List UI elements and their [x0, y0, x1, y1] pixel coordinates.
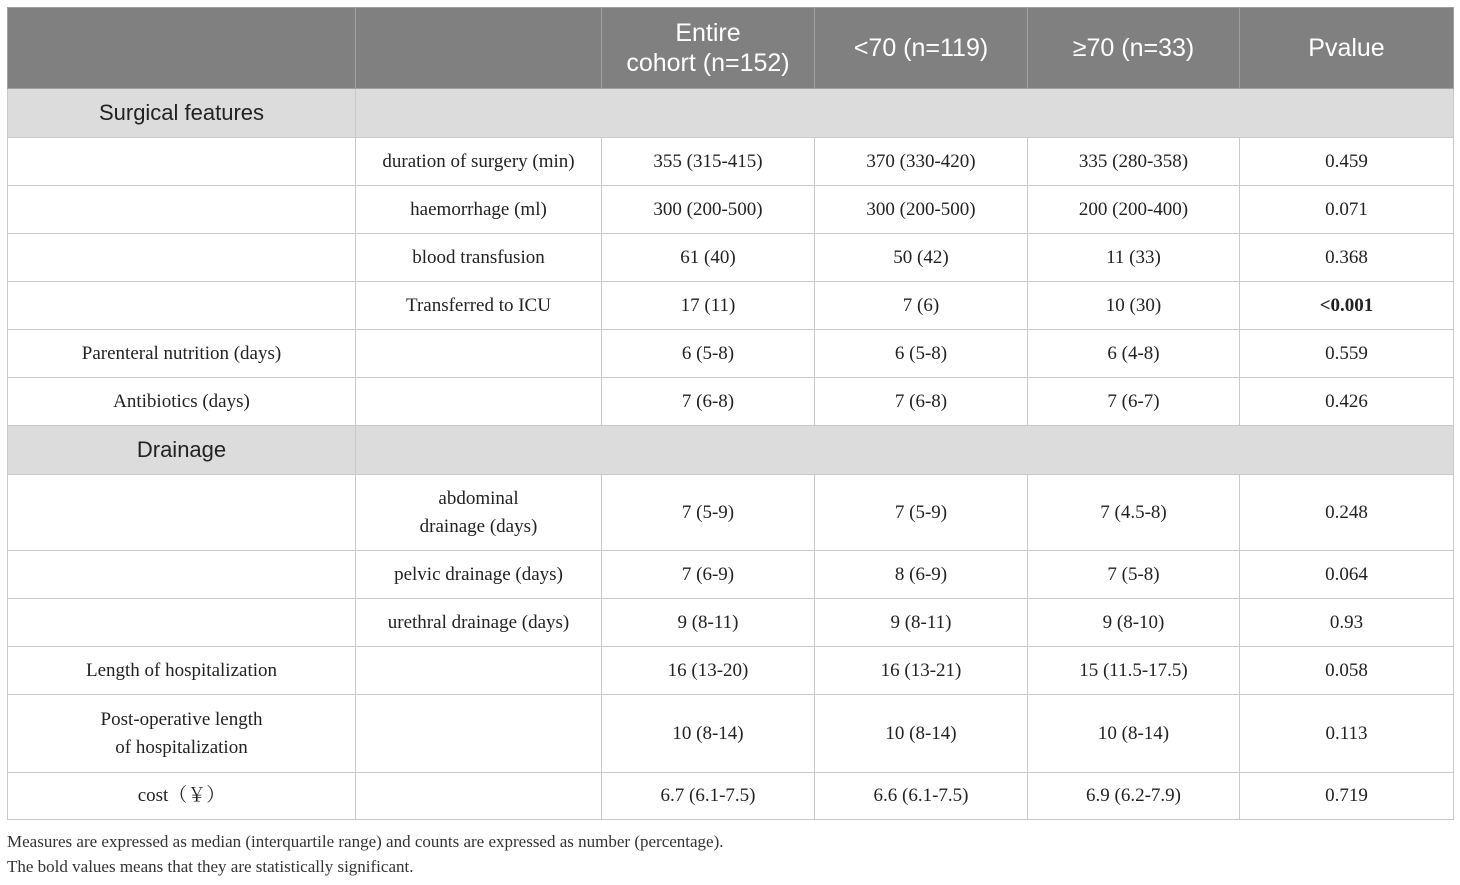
- cell-entire: 300 (200-500): [602, 186, 815, 234]
- cell-pvalue: 0.064: [1240, 551, 1454, 599]
- row-label: Parenteral nutrition (days): [8, 330, 356, 378]
- col-header-sublabel: [356, 8, 602, 89]
- row-sublabel: [356, 330, 602, 378]
- row-sublabel: pelvic drainage (days): [356, 551, 602, 599]
- col-header-70-and-over: ≥70 (n=33): [1028, 8, 1240, 89]
- cell-entire: 61 (40): [602, 234, 815, 282]
- cell-pvalue: 0.368: [1240, 234, 1454, 282]
- row-sublabel: blood transfusion: [356, 234, 602, 282]
- cell-ge70: 200 (200-400): [1028, 186, 1240, 234]
- cell-entire: 7 (6-8): [602, 378, 815, 426]
- table-row: [8, 551, 1454, 599]
- cell-entire: 10 (8-14): [602, 695, 815, 773]
- col-header-pvalue: Pvalue: [1240, 8, 1454, 89]
- row-sublabel: [356, 695, 602, 773]
- row-label: Post-operative length of hospitalization: [8, 695, 356, 773]
- cell-lt70: 10 (8-14): [815, 695, 1028, 773]
- row-label: [8, 282, 356, 330]
- cell-lt70: 6.6 (6.1-7.5): [815, 773, 1028, 820]
- cell-pvalue: 0.93: [1240, 599, 1454, 647]
- cell-ge70: 11 (33): [1028, 234, 1240, 282]
- cell-ge70: 335 (280-358): [1028, 138, 1240, 186]
- cell-ge70: 15 (11.5-17.5): [1028, 647, 1240, 695]
- data-table: [7, 7, 1454, 820]
- table-row: [8, 186, 1454, 234]
- row-sublabel: haemorrhage (ml): [356, 186, 602, 234]
- cell-entire: 7 (5-9): [602, 475, 815, 551]
- table-row: [8, 378, 1454, 426]
- table-row: [8, 599, 1454, 647]
- cell-pvalue: 0.459: [1240, 138, 1454, 186]
- row-label: [8, 599, 356, 647]
- cell-entire: 7 (6-9): [602, 551, 815, 599]
- section-title: Drainage: [8, 426, 356, 475]
- cell-entire: 9 (8-11): [602, 599, 815, 647]
- row-label: Antibiotics (days): [8, 378, 356, 426]
- cell-ge70: 7 (4.5-8): [1028, 475, 1240, 551]
- cell-pvalue: 0.559: [1240, 330, 1454, 378]
- cell-pvalue: 0.719: [1240, 773, 1454, 820]
- cell-ge70: 6 (4-8): [1028, 330, 1240, 378]
- table-row: [8, 330, 1454, 378]
- row-sublabel: [356, 773, 602, 820]
- row-label: cost（￥）: [8, 773, 356, 820]
- section-fill: [356, 89, 1454, 138]
- cell-ge70: 7 (6-7): [1028, 378, 1240, 426]
- table-row: [8, 475, 1454, 551]
- cell-pvalue: 0.113: [1240, 695, 1454, 773]
- cell-lt70: 7 (6): [815, 282, 1028, 330]
- cell-lt70: 6 (5-8): [815, 330, 1028, 378]
- cell-entire: 6 (5-8): [602, 330, 815, 378]
- row-label: [8, 475, 356, 551]
- cell-lt70: 7 (5-9): [815, 475, 1028, 551]
- cell-lt70: 300 (200-500): [815, 186, 1028, 234]
- cell-pvalue: 0.426: [1240, 378, 1454, 426]
- table-row: [8, 138, 1454, 186]
- cell-ge70: 10 (8-14): [1028, 695, 1240, 773]
- cell-lt70: 16 (13-21): [815, 647, 1028, 695]
- row-sublabel: Transferred to ICU: [356, 282, 602, 330]
- cell-ge70: 7 (5-8): [1028, 551, 1240, 599]
- row-sublabel: abdominal drainage (days): [356, 475, 602, 551]
- col-header-entire-cohort: Entire cohort (n=152): [602, 8, 815, 89]
- table-row: [8, 647, 1454, 695]
- col-header-label: [8, 8, 356, 89]
- row-label: [8, 234, 356, 282]
- table-row: [8, 234, 1454, 282]
- row-label: [8, 186, 356, 234]
- cell-lt70: 8 (6-9): [815, 551, 1028, 599]
- cell-pvalue-significant: <0.001: [1240, 282, 1454, 330]
- row-label: [8, 551, 356, 599]
- cell-ge70: 9 (8-10): [1028, 599, 1240, 647]
- table-row: [8, 282, 1454, 330]
- row-sublabel: [356, 378, 602, 426]
- cell-lt70: 7 (6-8): [815, 378, 1028, 426]
- header-row: [8, 8, 1454, 89]
- col-header-under-70: <70 (n=119): [815, 8, 1028, 89]
- footnote: The bold values means that they are statistically significant.: [7, 857, 414, 876]
- row-label: Length of hospitalization: [8, 647, 356, 695]
- row-sublabel: urethral drainage (days): [356, 599, 602, 647]
- section-title: Surgical features: [8, 89, 356, 138]
- section-row-surgical-features: [8, 89, 1454, 138]
- cell-entire: 6.7 (6.1-7.5): [602, 773, 815, 820]
- cell-pvalue: 0.071: [1240, 186, 1454, 234]
- table-row: [8, 773, 1454, 820]
- section-row-drainage: [8, 426, 1454, 475]
- cell-lt70: 50 (42): [815, 234, 1028, 282]
- cell-lt70: 9 (8-11): [815, 599, 1028, 647]
- row-label: [8, 138, 356, 186]
- footnote: Measures are expressed as median (interquartile range) and counts are expressed as number (percentage).: [7, 832, 724, 851]
- cell-entire: 16 (13-20): [602, 647, 815, 695]
- cell-ge70: 10 (30): [1028, 282, 1240, 330]
- cell-ge70: 6.9 (6.2-7.9): [1028, 773, 1240, 820]
- cell-entire: 17 (11): [602, 282, 815, 330]
- row-sublabel: duration of surgery (min): [356, 138, 602, 186]
- table-row: [8, 695, 1454, 773]
- table-footnotes: [7, 829, 724, 879]
- cell-pvalue: 0.058: [1240, 647, 1454, 695]
- row-sublabel: [356, 647, 602, 695]
- cell-entire: 355 (315-415): [602, 138, 815, 186]
- section-fill: [356, 426, 1454, 475]
- cell-lt70: 370 (330-420): [815, 138, 1028, 186]
- cell-pvalue: 0.248: [1240, 475, 1454, 551]
